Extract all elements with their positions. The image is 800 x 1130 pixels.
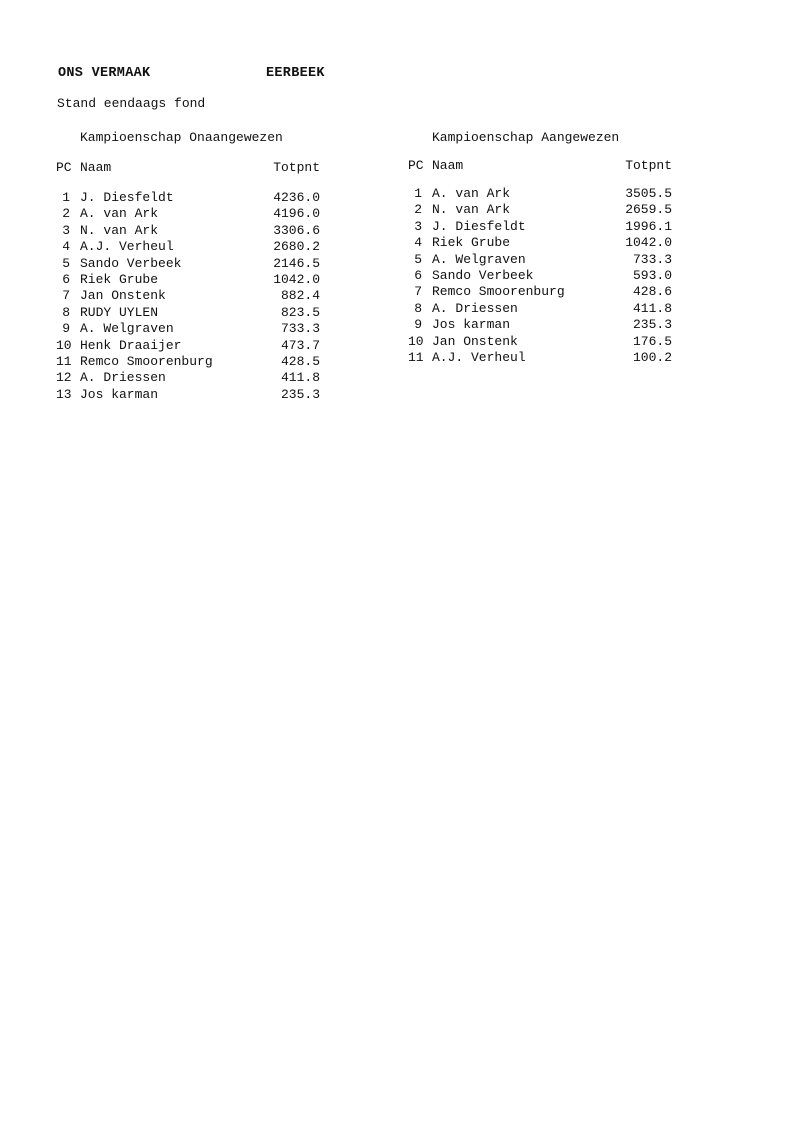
club-place: EERBEEK	[266, 66, 325, 81]
position-cell: 5	[62, 255, 70, 271]
page-subtitle: Stand eendaags fond	[57, 96, 206, 111]
table-row	[56, 223, 346, 239]
ranking-list	[56, 190, 346, 403]
table-row	[408, 301, 698, 317]
name-cell: A.J. Verheul	[432, 349, 526, 365]
column-header-naam: Naam	[432, 158, 464, 173]
name-cell: Remco Smoorenburg	[432, 284, 565, 300]
name-cell: N. van Ark	[80, 222, 159, 238]
name-cell: N. van Ark	[432, 202, 511, 218]
position-cell: 4	[62, 239, 70, 255]
position-cell: 5	[414, 251, 422, 267]
points-cell: 1042.0	[625, 235, 672, 251]
table-row	[408, 268, 698, 284]
section-title: Kampioenschap Aangewezen	[432, 130, 620, 145]
position-cell: 13	[56, 386, 72, 402]
points-cell: 2680.2	[273, 239, 320, 255]
points-cell: 593.0	[632, 267, 672, 283]
name-cell: A. Driessen	[80, 370, 166, 386]
points-cell: 428.5	[280, 353, 320, 369]
ranking-list	[408, 186, 698, 366]
name-cell: J. Diesfeldt	[432, 218, 526, 234]
position-cell: 11	[408, 349, 424, 365]
points-cell: 411.8	[632, 300, 672, 316]
column-header-pc: PC	[56, 160, 72, 175]
points-cell: 1042.0	[273, 271, 320, 287]
table-row	[408, 317, 698, 333]
points-cell: 235.3	[632, 317, 672, 333]
name-cell: A.J. Verheul	[80, 239, 174, 255]
table-row	[56, 305, 346, 321]
table-row	[408, 186, 698, 202]
position-cell: 2	[62, 206, 70, 222]
points-cell: 882.4	[280, 288, 320, 304]
name-cell: Jos karman	[80, 386, 159, 402]
points-cell: 473.7	[280, 337, 320, 353]
table-row	[408, 334, 698, 350]
column-header-row	[56, 160, 346, 178]
points-cell: 3505.5	[625, 186, 672, 201]
name-cell: Sando Verbeek	[432, 267, 534, 283]
table-row	[56, 387, 346, 403]
points-cell: 733.3	[632, 251, 672, 267]
name-cell: Jan Onstenk	[80, 288, 166, 304]
position-cell: 3	[62, 222, 70, 238]
points-cell: 428.6	[632, 284, 672, 300]
column-header-pc: PC	[408, 158, 424, 173]
points-cell: 2659.5	[625, 202, 672, 218]
table-row	[408, 202, 698, 218]
column-header-naam: Naam	[80, 160, 112, 175]
table-row	[408, 235, 698, 251]
position-cell: 6	[414, 267, 422, 283]
position-cell: 7	[62, 288, 70, 304]
position-cell: 8	[62, 304, 70, 320]
position-cell: 10	[408, 333, 424, 349]
name-cell: Riek Grube	[80, 271, 159, 287]
points-cell: 100.2	[632, 349, 672, 365]
name-cell: Jan Onstenk	[432, 333, 518, 349]
table-row	[56, 190, 346, 206]
points-cell: 3306.6	[273, 222, 320, 238]
table-row	[408, 252, 698, 268]
position-cell: 7	[414, 284, 422, 300]
column-header-totpnt: Totpnt	[273, 160, 320, 175]
section-aangewezen	[408, 128, 698, 366]
table-row	[56, 354, 346, 370]
points-cell: 235.3	[280, 386, 320, 402]
section-onaangewezen	[56, 128, 346, 403]
table-row	[408, 219, 698, 235]
table-row	[56, 272, 346, 288]
points-cell: 733.3	[280, 321, 320, 337]
table-row	[56, 206, 346, 222]
name-cell: A. Welgraven	[80, 321, 174, 337]
table-row	[56, 370, 346, 386]
points-cell: 1996.1	[625, 218, 672, 234]
points-cell: 411.8	[280, 370, 320, 386]
table-row	[408, 350, 698, 366]
table-row	[56, 256, 346, 272]
position-cell: 8	[414, 300, 422, 316]
points-cell: 4236.0	[273, 190, 320, 205]
position-cell: 3	[414, 218, 422, 234]
table-row	[56, 338, 346, 354]
points-cell: 4196.0	[273, 206, 320, 222]
name-cell: A. van Ark	[432, 186, 511, 201]
name-cell: A. Welgraven	[432, 251, 526, 267]
name-cell: Remco Smoorenburg	[80, 353, 213, 369]
column-header-row	[408, 158, 698, 176]
name-cell: J. Diesfeldt	[80, 190, 174, 205]
name-cell: Jos karman	[432, 317, 511, 333]
position-cell: 4	[414, 235, 422, 251]
name-cell: RUDY UYLEN	[80, 304, 159, 320]
position-cell: 1	[414, 186, 422, 201]
name-cell: Sando Verbeek	[80, 255, 182, 271]
section-title: Kampioenschap Onaangewezen	[80, 130, 283, 145]
points-cell: 823.5	[280, 304, 320, 320]
position-cell: 2	[414, 202, 422, 218]
table-row	[408, 284, 698, 300]
position-cell: 12	[56, 370, 72, 386]
points-cell: 2146.5	[273, 255, 320, 271]
position-cell: 10	[56, 337, 72, 353]
name-cell: A. Driessen	[432, 300, 518, 316]
table-row	[56, 288, 346, 304]
position-cell: 9	[62, 321, 70, 337]
position-cell: 9	[414, 317, 422, 333]
club-name: ONS VERMAAK	[58, 66, 151, 81]
name-cell: Riek Grube	[432, 235, 511, 251]
points-cell: 176.5	[632, 333, 672, 349]
column-header-totpnt: Totpnt	[625, 158, 672, 173]
name-cell: A. van Ark	[80, 206, 159, 222]
position-cell: 1	[62, 190, 70, 205]
position-cell: 6	[62, 271, 70, 287]
table-row	[56, 321, 346, 337]
table-row	[56, 239, 346, 255]
position-cell: 11	[56, 353, 72, 369]
name-cell: Henk Draaijer	[80, 337, 182, 353]
